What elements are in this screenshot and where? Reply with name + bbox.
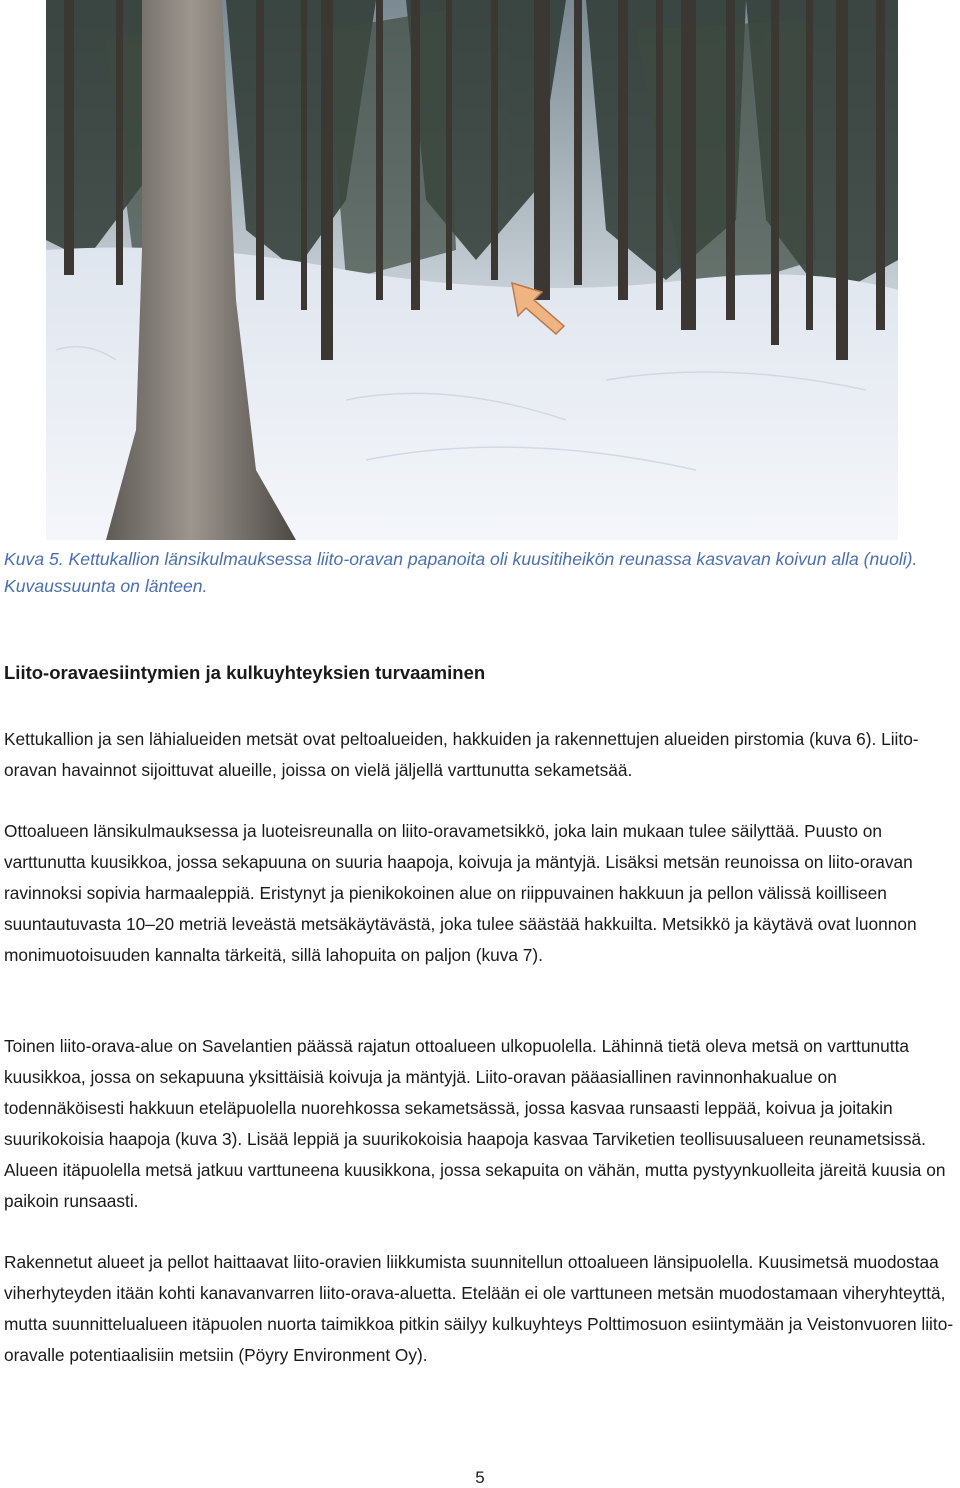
figure-caption: Kuva 5. Kettukallion länsikulmauksessa liito-oravan papanoita oli kuusitiheikön reunassa kasvavan koivun alla (nuoli). Kuvaussuunta on länteen.	[4, 549, 918, 596]
section-heading: Liito-oravaesiintymien ja kulkuyhteyksien turvaaminen	[4, 662, 486, 683]
paragraph: Toinen liito-orava-alue on Savelantien päässä rajatun ottoalueen ulkopuolella. Lähinnä tietä oleva metsä on varttunutta kuusikkoa, jossa on sekapuuna yksittäisiä koivuja ja mäntyjä. Liito-oravan pääasiallinen ravinnonhakualue on todennäköisesti hakkuun eteläpuolella nuorehkossa sekametsässä, jossa kasvaa runsaasti leppää, koivua ja joitakin suurikokoisia haapoja (kuva 3). Lisää leppiä ja suurikokoisia haapoja kasvaa Tarviketien teollisuusalueen reunametsissä. Alueen itäpuolella metsä jatkuu varttuneena kuusikkona, jossa sekapuita on vähän, mutta pystyynkuolleita järeitä kuusia on paikoin runsaasti.	[4, 1036, 946, 1211]
paragraph: Ottoalueen länsikulmauksessa ja luoteisreunalla on liito-oravametsikkö, joka lain mukaan tulee säilyttää. Puusto on varttunutta kuusikkoa, jossa sekapuuna on suuria haapoja, koivuja ja mäntyjä. Lisäksi metsän reunoissa on liito-oravan ravinnoksi sopivia harmaaleppiä. Eristynyt ja pienikokoinen alue on riippuvainen hakkuun ja pellon välissä koilliseen suuntautuvasta 10–20 metriä leveästä metsäkäytävästä, joka tulee säästää hakkuilta. Metsikkö ja käytävä ovat luonnon monimuotoisuuden kannalta tärkeitä, sillä lahopuita on paljon (kuva 7).	[4, 821, 917, 965]
page-number: 5	[475, 1468, 485, 1487]
forest-photo	[46, 0, 898, 540]
paragraph: Rakennetut alueet ja pellot haittaavat liito-oravien liikkumista suunnitellun ottoalueen länsipuolella. Kuusimetsä muodostaa viherhyteyden itään kohti kanavanvarren liito-orava-aluetta. Etelään ei ole varttuneen metsän muodostamaan viheryhteyttä, mutta suunnittelualueen itäpuolen nuorta taimikkoa pitkin säilyy kulkuyhteys Polttimosuon esiintymään ja Veistonvuoren liito-oravalle potentiaalisiin metsiin (Pöyry Environment Oy).	[4, 1252, 954, 1365]
paragraph: Kettukallion ja sen lähialueiden metsät ovat peltoalueiden, hakkuiden ja rakennettujen alueiden pirstomia (kuva 6). Liito-oravan havainnot sijoittuvat alueille, joissa on vielä jäljellä varttunutta sekametsää.	[4, 729, 919, 780]
